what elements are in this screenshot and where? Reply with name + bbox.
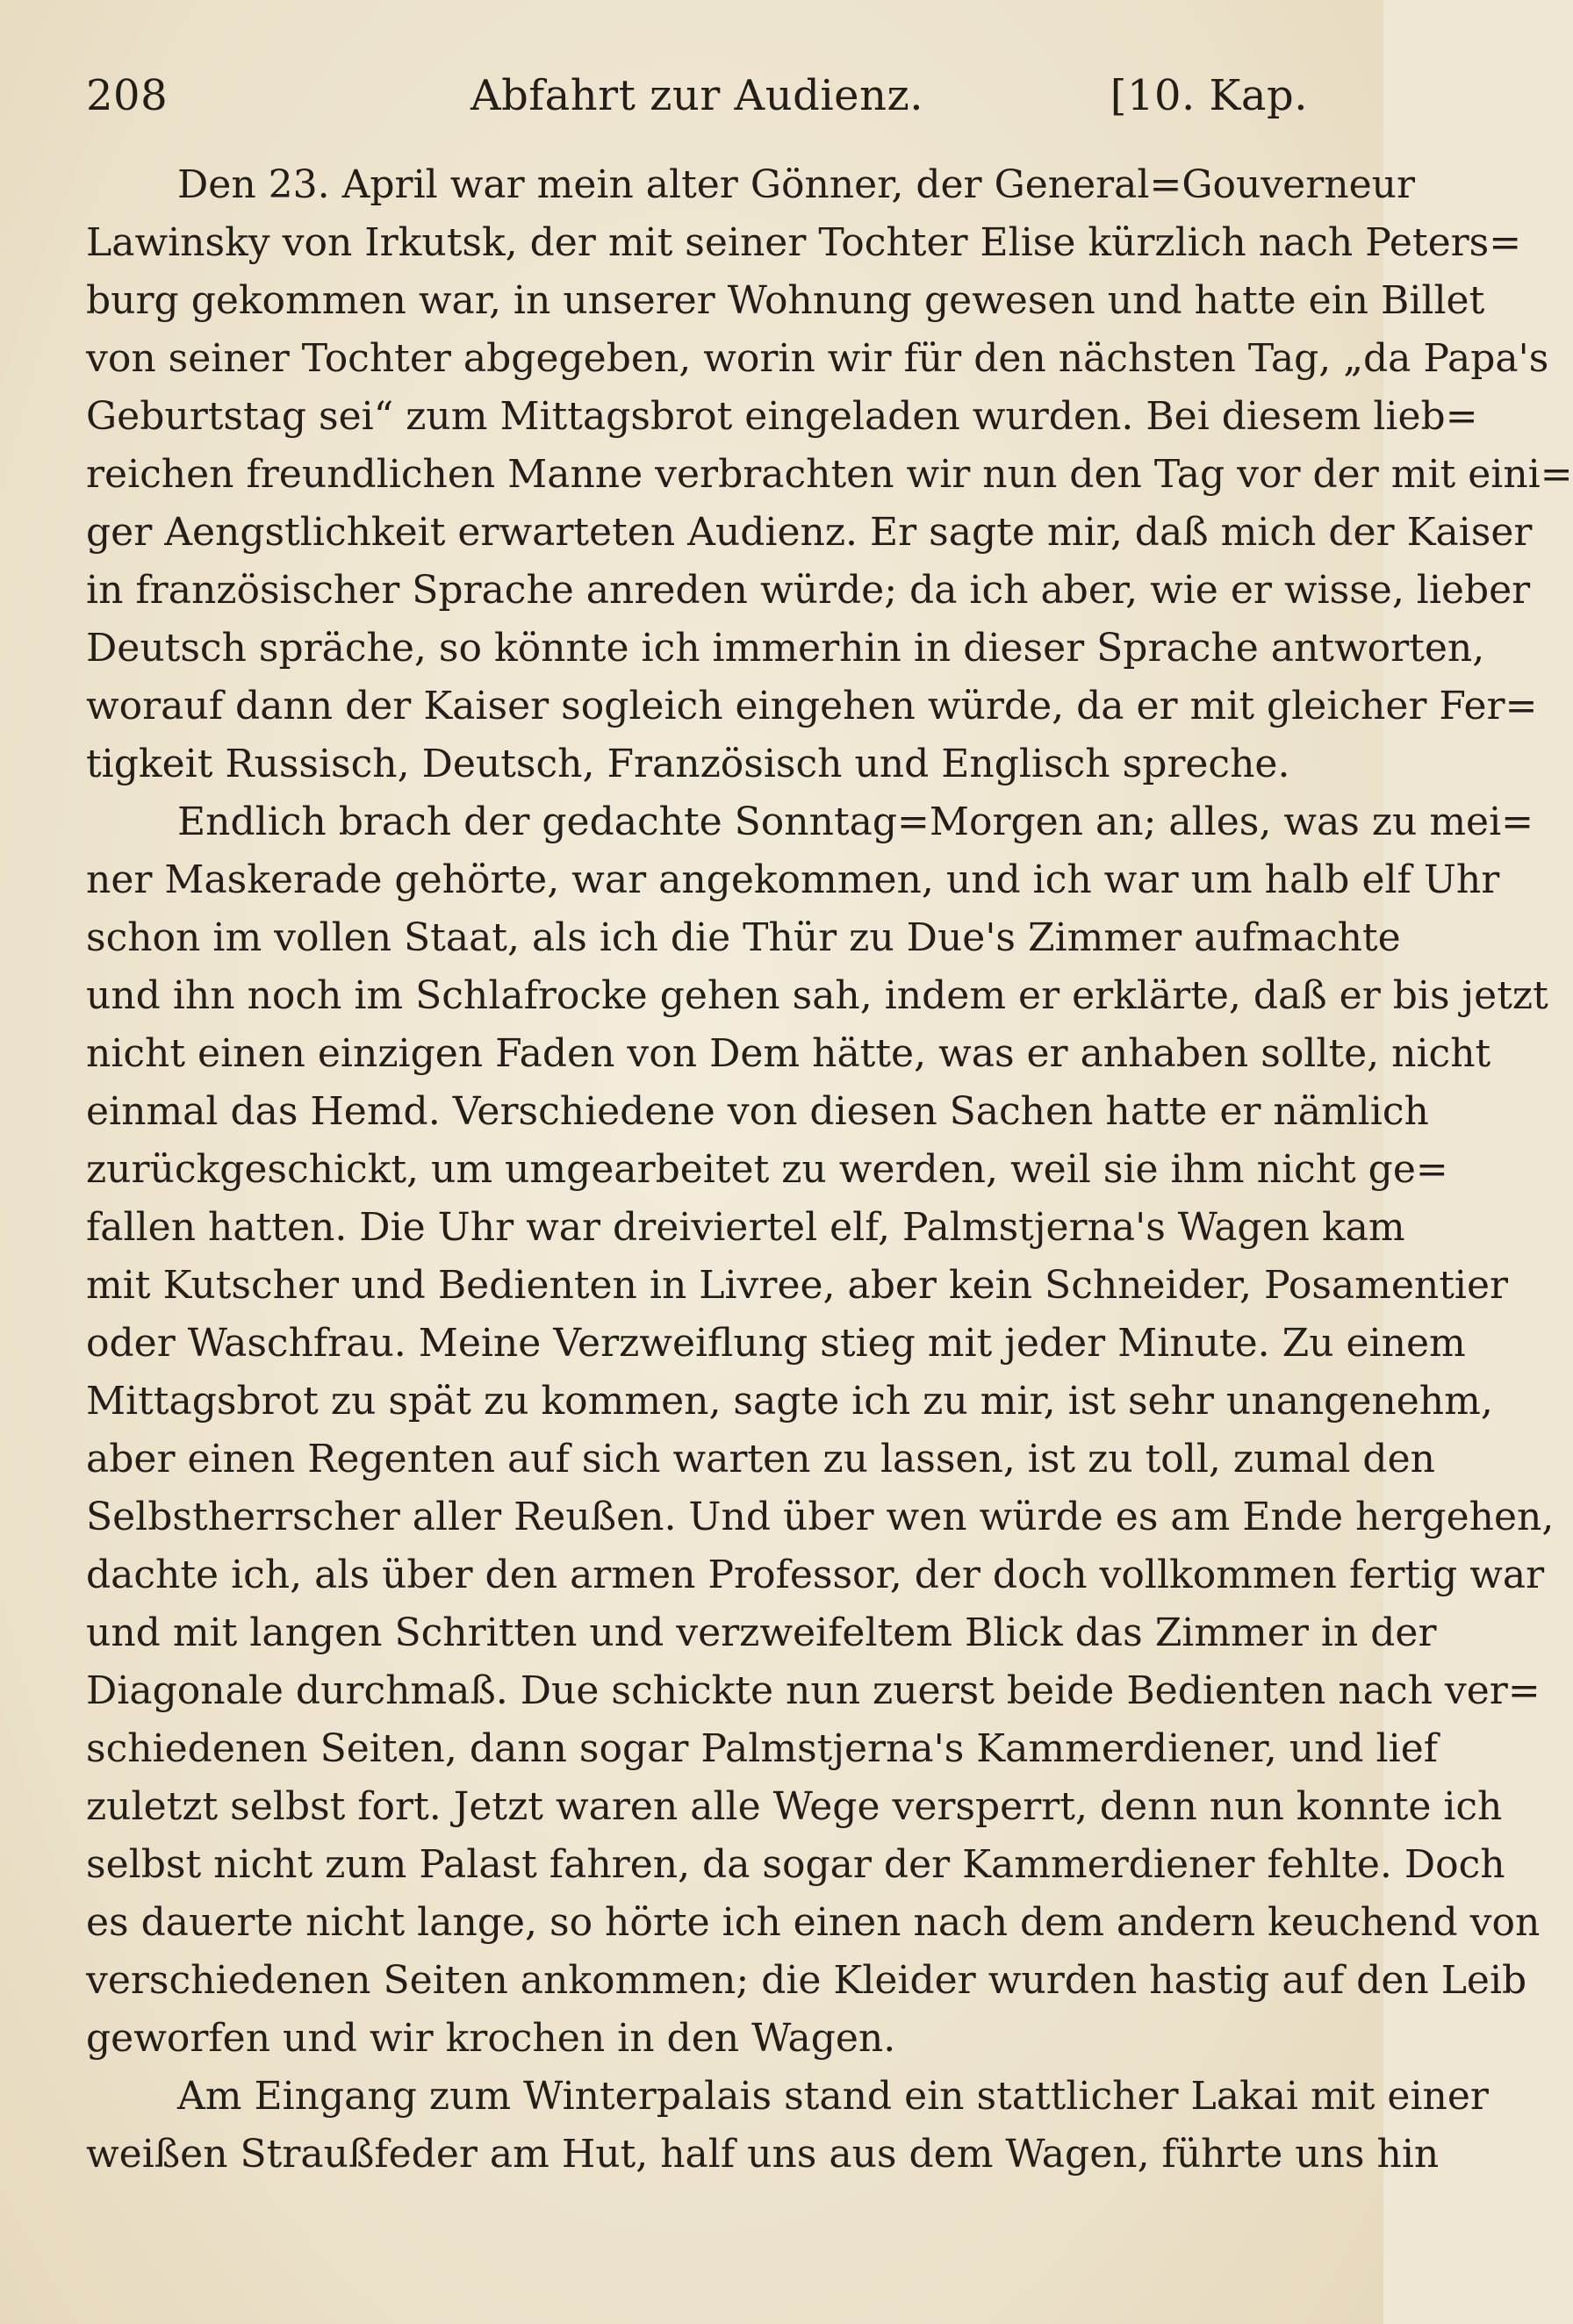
text-line: in französischer Sprache anreden würde; da ich aber, wie er wisse, lieber <box>86 568 1531 613</box>
text-line: fallen hatten. Die Uhr war dreiviertel elf, Palmstjerna's Wagen kam <box>86 1205 1405 1250</box>
page-number: 208 <box>86 71 169 120</box>
text-line: Lawinsky von Irkutsk, der mit seiner Tochter Elise kürzlich nach Peters= <box>86 220 1522 265</box>
paragraph <box>86 2068 1489 2184</box>
paragraph <box>86 156 1573 793</box>
text-line: worauf dann der Kaiser sogleich eingehen würde, da er mit gleicher Fer= <box>86 684 1538 728</box>
text-line: Deutsch spräche, so könnte ich immerhin in dieser Sprache antworten, <box>86 626 1485 671</box>
text-line: mit Kutscher und Bedienten in Livree, aber kein Schneider, Posamentier <box>86 1263 1509 1308</box>
text-line: tigkeit Russisch, Deutsch, Französisch und Englisch spreche. <box>86 742 1290 786</box>
text-line: oder Waschfrau. Meine Verzweiflung stieg mit jeder Minute. Zu einem <box>86 1321 1466 1366</box>
text-line: ner Maskerade gehörte, war angekommen, und ich war um halb elf Uhr <box>86 857 1500 902</box>
text-line: zuletzt selbst fort. Jetzt waren alle Wege versperrt, denn nun konnte ich <box>86 1784 1503 1829</box>
text-line: burg gekommen war, in unserer Wohnung gewesen und hatte ein Billet <box>86 278 1485 323</box>
text-line: von seiner Tochter abgegeben, worin wir für den nächsten Tag, „da Papa's <box>86 336 1549 381</box>
text-line: aber einen Regenten auf sich warten zu lassen, ist zu toll, zumal den <box>86 1437 1435 1481</box>
text-line: Diagonale durchmaß. Due schickte nun zuerst beide Bedienten nach ver= <box>86 1668 1541 1713</box>
text-line: und mit langen Schritten und verzweifeltem Blick das Zimmer in der <box>86 1610 1437 1655</box>
text-line: nicht einen einzigen Faden von Dem hätte, was er anhaben sollte, nicht <box>86 1031 1491 1076</box>
text-line: schiedenen Seiten, dann sogar Palmstjerna's Kammerdiener, und lief <box>86 1726 1439 1771</box>
text-line: selbst nicht zum Palast fahren, da sogar der Kammerdiener fehlte. Doch <box>86 1842 1505 1887</box>
text-line: verschiedenen Seiten ankommen; die Kleider wurden hastig auf den Leib <box>86 1958 1527 2003</box>
text-line: Den 23. April war mein alter Gönner, der General=Gouverneur <box>177 162 1415 207</box>
text-line: Geburtstag sei“ zum Mittagsbrot eingeladen wurden. Bei diesem lieb= <box>86 394 1478 439</box>
paragraph <box>86 793 1555 2068</box>
running-title: Abfahrt zur Audienz. <box>470 71 924 120</box>
page-header <box>86 63 1308 128</box>
body-text <box>86 156 1573 2184</box>
text-line: reichen freundlichen Manne verbrachten wir nun den Tag vor der mit eini= <box>86 452 1573 497</box>
text-line: Mittagsbrot zu spät zu kommen, sagte ich zu mir, ist sehr unangenehm, <box>86 1379 1493 1424</box>
text-line: Selbstherrscher aller Reußen. Und über wen würde es am Ende hergehen, <box>86 1495 1555 1539</box>
chapter-label: [10. Kap. <box>1110 71 1308 120</box>
text-line: zurückgeschickt, um umgearbeitet zu werden, weil sie ihm nicht ge= <box>86 1147 1448 1192</box>
text-line: geworfen und wir krochen in den Wagen. <box>86 2016 896 2061</box>
text-line: und ihn noch im Schlafrocke gehen sah, indem er erklärte, daß er bis jetzt <box>86 973 1548 1018</box>
text-line: weißen Straußfeder am Hut, half uns aus dem Wagen, führte uns hin <box>86 2132 1440 2177</box>
text-line: Am Eingang zum Winterpalais stand ein stattlicher Lakai mit einer <box>177 2074 1489 2119</box>
text-line: schon im vollen Staat, als ich die Thür zu Due's Zimmer aufmachte <box>86 915 1401 960</box>
text-line: dachte ich, als über den armen Professor, der doch vollkommen fertig war <box>86 1553 1545 1597</box>
text-line: es dauerte nicht lange, so hörte ich einen nach dem andern keuchend von <box>86 1900 1541 1945</box>
text-line: einmal das Hemd. Verschiedene von diesen Sachen hatte er nämlich <box>86 1089 1429 1134</box>
text-line: ger Aengstlichkeit erwarteten Audienz. Er sagte mir, daß mich der Kaiser <box>86 510 1533 555</box>
text-line: Endlich brach der gedachte Sonntag=Morgen an; alles, was zu mei= <box>177 800 1534 844</box>
